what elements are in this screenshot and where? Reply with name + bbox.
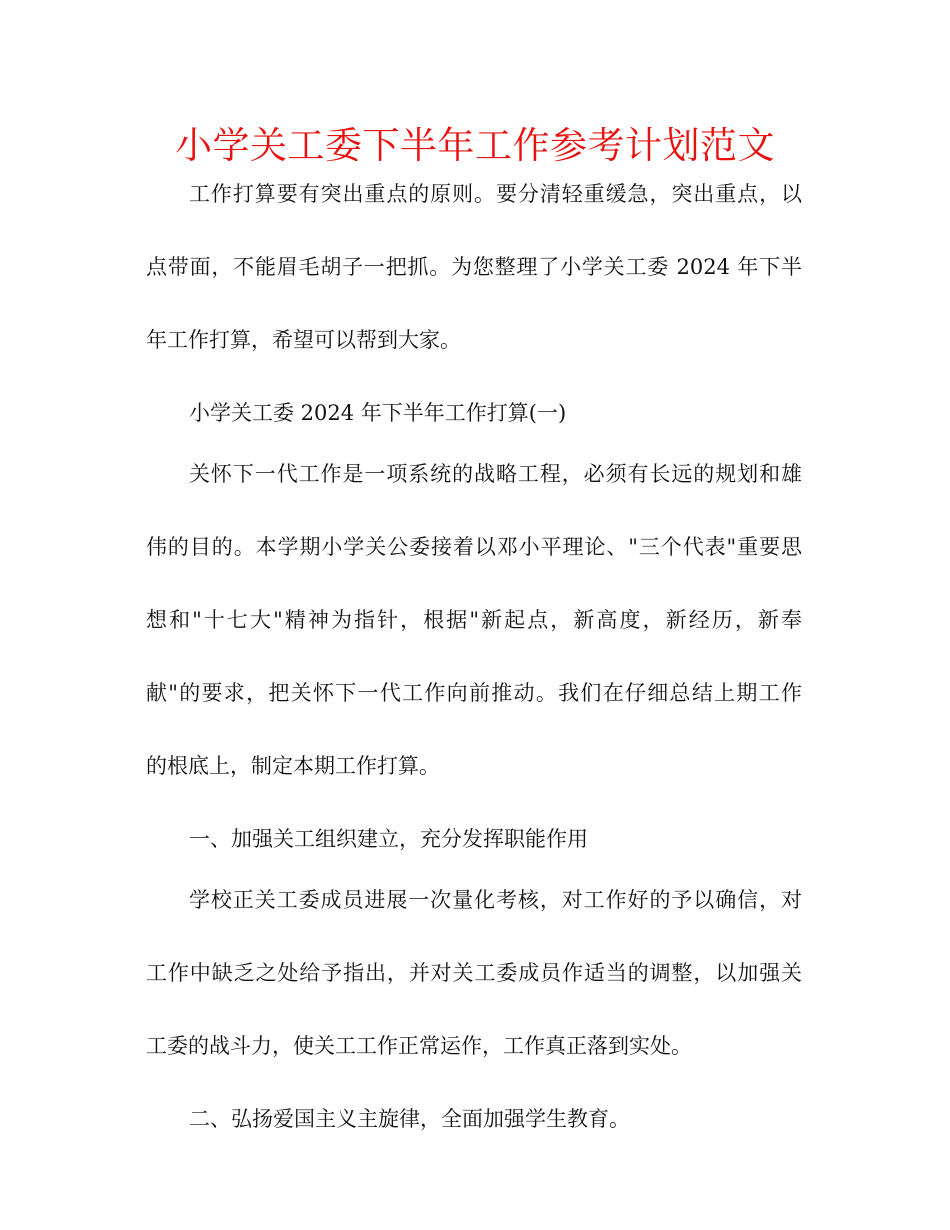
paragraph-line: 伟的目的。本学期小学关公委接着以邓小平理论、"三个代表"重要思 <box>146 535 802 559</box>
paragraph-line: 工委的战斗力，使关工工作正常运作，工作真正落到实处。 <box>146 1034 692 1058</box>
document-body <box>146 172 802 1158</box>
paragraph-line: 点带面，不能眉毛胡子一把抓。为您整理了小学关工委 2024 年下半 <box>146 255 802 279</box>
paragraph-line: 年工作打算，希望可以帮到大家。 <box>146 328 461 352</box>
section-heading: 小学关工委 2024 年下半年工作打算(一) <box>189 401 567 425</box>
document-title: 小学关工委下半年工作参考计划范文 <box>175 124 775 167</box>
paragraph-line: 的根底上，制定本期工作打算。 <box>146 754 440 778</box>
paragraph-line: 工作打算要有突出重点的原则。要分清轻重缓急，突出重点，以 <box>189 182 802 206</box>
paragraph-line: 工作中缺乏之处给予指出，并对关工委成员作适当的调整，以加强关 <box>146 961 802 985</box>
section-heading: 一、加强关工组织建立，充分发挥职能作用 <box>189 827 588 851</box>
paragraph-line: 关怀下一代工作是一项系统的战略工程，必须有长远的规划和雄 <box>189 462 802 486</box>
paragraph-line: 想和"十七大"精神为指针，根据"新起点，新高度，新经历，新奉 <box>146 608 802 632</box>
paragraph-line: 献"的要求，把关怀下一代工作向前推动。我们在仔细总结上期工作 <box>146 681 802 705</box>
paragraph-line: 学校正关工委成员进展一次量化考核，对工作好的予以确信，对 <box>189 888 802 912</box>
section-heading: 二、弘扬爱国主义主旋律，全面加强学生教育。 <box>189 1107 630 1131</box>
